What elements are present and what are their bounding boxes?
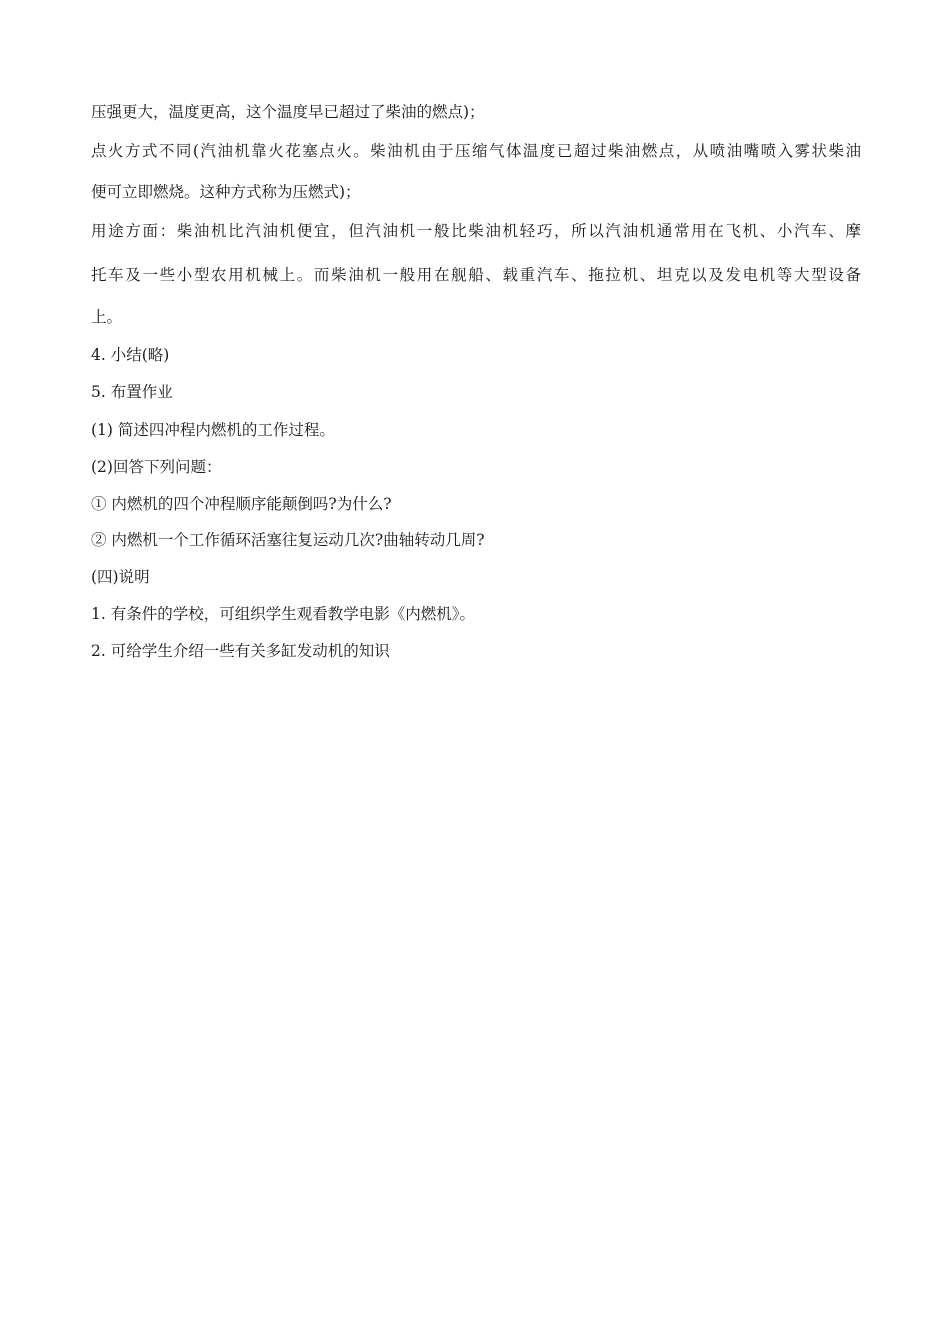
paragraph-line-3: 便可立即燃烧。这种方式称为压燃式)； (91, 183, 361, 201)
paragraph-line-6: 上。 (91, 308, 123, 326)
section-homework: 5. 布置作业 (91, 383, 173, 401)
homework-item-2: (2)回答下列问题： (91, 458, 222, 476)
note-item-2: 2. 可给学生介绍一些有关多缸发动机的知识 (91, 642, 390, 660)
note-item-1: 1. 有条件的学校，可组织学生观看教学电影《内燃机》。 (91, 605, 475, 623)
section-notes-heading: (四)说明 (91, 568, 150, 586)
paragraph-line-2: 点火方式不同(汽油机靠火花塞点火。柴油机由于压缩气体温度已超过柴油燃点，从喷油嘴喷入雾状柴油 (91, 142, 861, 160)
homework-item-1: (1) 简述四冲程内燃机的工作过程。 (91, 421, 335, 439)
paragraph-line-5: 托车及一些小型农用机械上。而柴油机一般用在舰船、载重汽车、拖拉机、坦克以及发电机等大型设备 (91, 266, 861, 284)
question-item-2: ② 内燃机一个工作循环活塞往复运动几次?曲轴转动几周? (91, 531, 485, 549)
section-summary: 4. 小结(略) (91, 346, 170, 364)
paragraph-line-1: 压强更大，温度更高，这个温度早已超过了柴油的燃点)； (91, 103, 485, 121)
question-item-1: ① 内燃机的四个冲程顺序能颠倒吗?为什么? (91, 495, 392, 513)
paragraph-line-4: 用途方面：柴油机比汽油机便宜，但汽油机一般比柴油机轻巧，所以汽油机通常用在飞机、小汽车、摩 (91, 222, 861, 240)
